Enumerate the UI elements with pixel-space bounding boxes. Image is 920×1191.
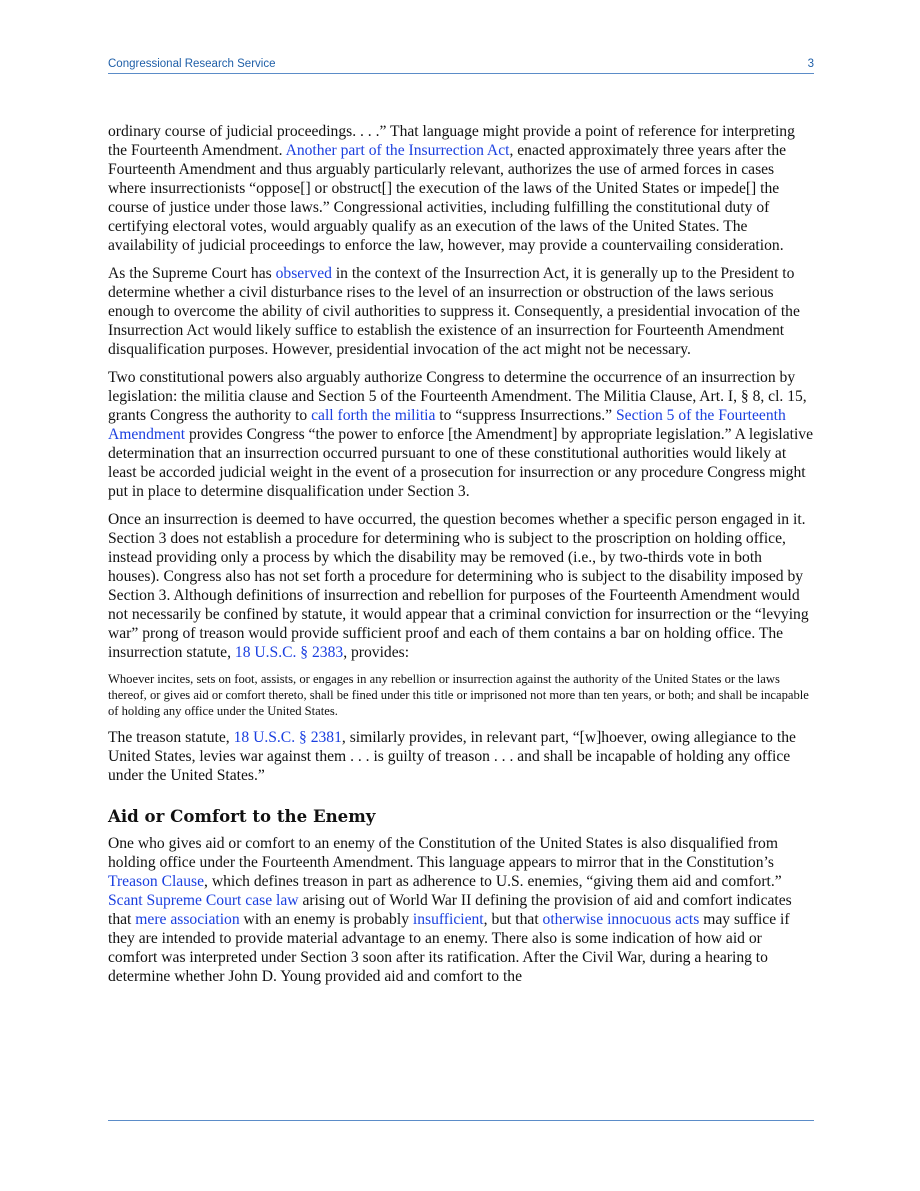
- paragraph: The treason statute, 18 U.S.C. § 2381, similarly provides, in relevant part, “[w]hoever, owing allegiance to the United States, levies war against them . . . is guilty of treason . . . and shall be incapable of holding any office under the United States.”: [108, 729, 796, 784]
- paragraph: Two constitutional powers also arguably authorize Congress to determine the occurrence of an insurrection by legislation: the militia clause and Section 5 of the Fourteenth Amendment. The Militia Clause, Art. I, § 8, cl. 15, grants Congress the authority to call forth the militia to “suppress Insurrections.” Section 5 of the Fourteenth Amendment provides Congress “the power to enforce [the Amendment] by appropriate legislation.” A legislative determination that an insurrection occurred pursuant to one of these constitutional authorities would likely at least be accorded judicial weight in the event of a prosecution for insurrection or any procedure Congress might put in place to determine disqualification under Section 3.: [108, 369, 813, 500]
- header-source: Congressional Research Service: [108, 58, 276, 70]
- usc-2381-link[interactable]: 18 U.S.C. § 2381: [233, 729, 342, 746]
- case-law-link[interactable]: Scant Supreme Court case law: [108, 892, 299, 909]
- paragraph: As the Supreme Court has observed in the context of the Insurrection Act, it is generally up to the President to determine whether a civil disturbance rises to the level of an insurrection or obstruction of the laws serious enough to overcome the ability of civil authorities to suppress it. Consequently, a presidential invocation of the Insurrection Act would likely suffice to establish the existence of an insurrection for Fourteenth Amendment disqualification purposes. However, presidential invocation of the act might not be necessary.: [108, 265, 800, 358]
- document-body: [108, 122, 814, 995]
- paragraph: One who gives aid or comfort to an enemy of the Constitution of the United States is also disqualified from holding office under the Fourteenth Amendment. This language appears to mirror that in the Constitution’s Treason Clause, which defines treason in part as adherence to U.S. enemies, “giving them aid and comfort.” Scant Supreme Court case law arising out of World War II defining the provision of aid and comfort indicates that mere association with an enemy is probably insufficient, but that otherwise innocuous acts may suffice if they are intended to provide material advantage to an enemy. There also is some indication of how aid or comfort was interpreted under Section 3 soon after its ratification. After the Civil War, during a hearing to determine whether John D. Young provided aid and comfort to the: [108, 835, 792, 985]
- section-5-link[interactable]: Section 5 of the Fourteenth Amendment: [108, 407, 786, 443]
- treason-clause-link[interactable]: Treason Clause: [108, 873, 205, 890]
- page-header: [108, 58, 814, 74]
- paragraph: ordinary course of judicial proceedings. . . .” That language might provide a point of reference for interpreting the Fourteenth Amendment. Another part of the Insurrection Act, enacted approximately three years after the Fourteenth Amendment and thus arguably particularly relevant, authorizes the use of armed forces in cases where insurrectionists “oppose[] or obstruct[] the execution of the laws of the United States or impede[] the course of justice under those laws.” Congressional activities, including fulfilling the constitutional duty of certifying electoral votes, would arguably qualify as an execution of the laws of the United States. The availability of judicial proceedings to enforce the law, however, may provide a countervailing consideration.: [108, 123, 795, 254]
- call-forth-militia-link[interactable]: call forth the militia: [311, 407, 436, 424]
- header-divider: [108, 73, 814, 74]
- observed-link[interactable]: observed: [275, 265, 332, 282]
- mere-association-link[interactable]: mere association: [135, 911, 240, 928]
- block-quote: Whoever incites, sets on foot, assists, or engages in any rebellion or insurrection against the authority of the United States or the laws thereof, or gives aid or comfort thereto, shall be fined under this title or imprisoned not more than ten years, or both; and shall be incapable of holding any office under the United States.: [108, 672, 809, 718]
- footer-divider: [108, 1120, 814, 1121]
- insufficient-link[interactable]: insufficient: [412, 911, 484, 928]
- insurrection-act-link[interactable]: Another part of the Insurrection Act: [285, 142, 510, 159]
- innocuous-acts-link[interactable]: otherwise innocuous acts: [542, 911, 700, 928]
- section-heading: Aid or Comfort to the Enemy: [108, 806, 376, 826]
- paragraph: Once an insurrection is deemed to have occurred, the question becomes whether a specific person engaged in it. Section 3 does not establish a procedure for determining who is subject to the proscription on holding office, instead providing only a process by which the disability may be removed (i.e., by two-thirds vote in both houses). Congress also has not set forth a procedure for determining who is subject to the disability imposed by Section 3. Although definitions of insurrection and rebellion for purposes of the Fourteenth Amendment would not necessarily be confined by statute, it would appear that a criminal conviction for insurrection or the “levying war” prong of treason would provide sufficient proof and each of them contains a bar on holding office. The insurrection statute, 18 U.S.C. § 2383, provides:: [108, 511, 809, 661]
- usc-2383-link[interactable]: 18 U.S.C. § 2383: [234, 644, 344, 661]
- page-number: 3: [807, 58, 814, 70]
